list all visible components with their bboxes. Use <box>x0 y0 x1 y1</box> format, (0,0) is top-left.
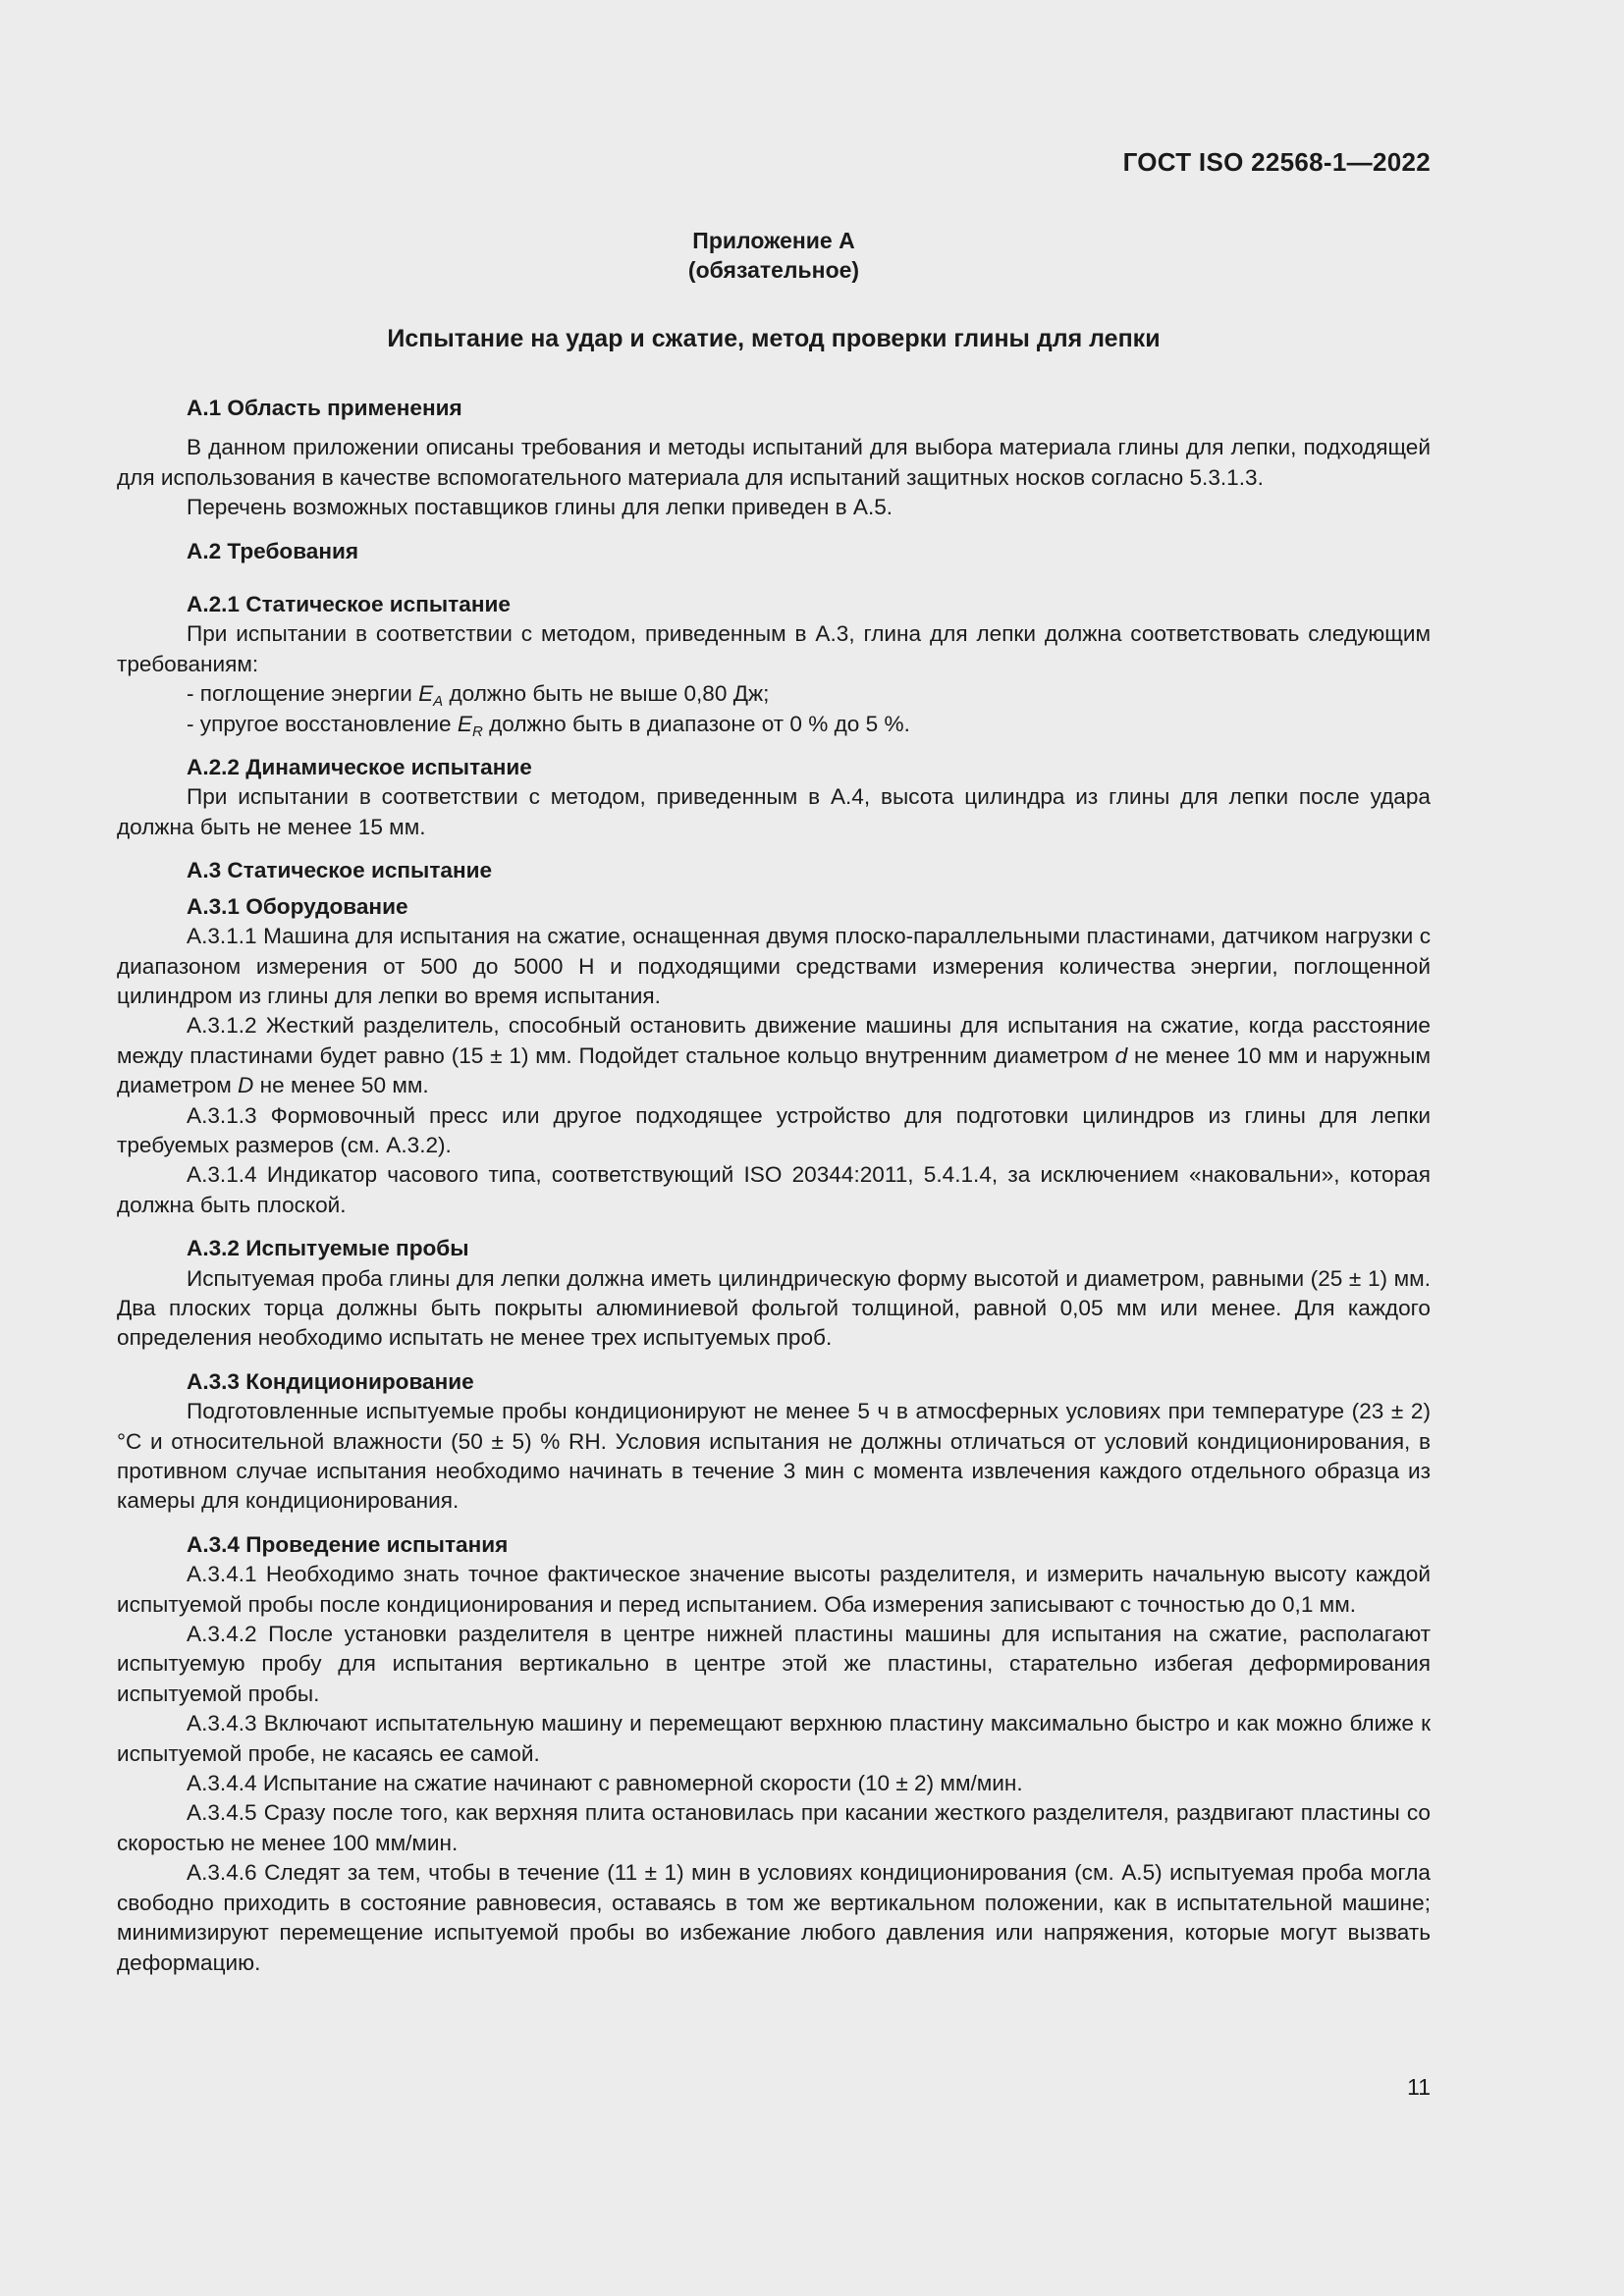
paragraph: В данном приложении описаны требования и методы испытаний для выбора материала глины для лепки, подходящей для использования в качестве вспомогательного материала для испытаний защитных носков согласно 5.3.1.3. <box>117 435 1431 490</box>
list-item: - упругое восстановление $E_R$ должно быть в диапазоне от 0 % до 5 %. <box>187 711 910 740</box>
paragraph: А.3.4.3 Включают испытательную машину и перемещают верхнюю пластину максимально быстро и как можно ближе к испытуемой пробе, не касаясь ее самой. <box>117 1711 1431 1766</box>
paragraph: А.3.4.5 Сразу после того, как верхняя плита остановилась при касании жесткого разделителя, раздвигают пластины со скоростью не менее 100 мм/мин. <box>117 1800 1431 1855</box>
document-code: ГОСТ ISO 22568-1—2022 <box>1122 147 1431 177</box>
section-heading-a3-3: А.3.3 Кондиционирование <box>187 1368 474 1394</box>
section-heading-a2-2: А.2.2 Динамическое испытание <box>187 755 532 780</box>
section-heading-a2: А.2 Требования <box>187 538 359 563</box>
section-heading-a3-4: А.3.4 Проведение испытания <box>187 1531 509 1557</box>
paragraph: А.3.1.4 Индикатор часового типа, соответствующий ISO 20344:2011, 5.4.1.4, за исключением «наковальни», которая должна быть плоской. <box>117 1162 1431 1217</box>
paragraph: Перечень возможных поставщиков глины для лепки приведен в А.5. <box>187 495 893 520</box>
paragraph: А.3.1.2 Жесткий разделитель, способный остановить движение машины для испытания на сжатие, когда расстояние между пластинами будет равно (15 ± 1) мм. Подойдет стальное кольцо внутренним диаметром d не менее 10 мм и наружным диаметром D не менее 50 мм. <box>117 1013 1431 1098</box>
page-number: 11 <box>1407 2074 1431 2100</box>
section-heading-a1: А.1 Область применения <box>187 396 462 420</box>
section-heading-a2-1: А.2.1 Статическое испытание <box>187 592 511 617</box>
section-heading-a3: А.3 Статическое испытание <box>187 858 493 883</box>
paragraph: А.3.4.1 Необходимо знать точное фактическое значение высоты разделителя, и измерить начальную высоту каждой испытуемой пробы после кондиционирования и перед испытанием. Оба измерения записывают с точностью до 0,1 мм. <box>117 1562 1431 1617</box>
paragraph: А.3.1.3 Формовочный пресс или другое подходящее устройство для подготовки цилиндров из глины для лепки требуемых размеров (см. А.3.2). <box>117 1102 1431 1157</box>
paragraph: При испытании в соответствии с методом, приведенным в А.3, глина для лепки должна соответствовать следующим требованиям: <box>117 621 1431 676</box>
section-heading-a3-1: А.3.1 Оборудование <box>187 893 408 919</box>
section-heading-a3-2: А.3.2 Испытуемые пробы <box>187 1236 469 1261</box>
list-item: - поглощение энергии $E_A$ должно быть не выше 0,80 Дж; <box>187 681 770 711</box>
annex-status: (обязательное) <box>687 257 860 283</box>
paragraph: Подготовленные испытуемые пробы кондиционируют не менее 5 ч в атмосферных условиях при температуре (23 ± 2) °С и относительной влажности (50 ± 5) % RH. Условия испытания не должны отличаться от условий кондиционирования, в противном случае испытания необходимо начинать в течение 3 мин с момента извлечения каждого отдельного образца из камеры для кондиционирования. <box>117 1399 1431 1514</box>
annex-heading: Испытание на удар и сжатие, метод проверки глины для лепки <box>387 325 1161 352</box>
annex-title: Приложение А <box>692 228 855 253</box>
paragraph: Испытуемая проба глины для лепки должна иметь цилиндрическую форму высотой и диаметром, равными (25 ± 1) мм. Два плоских торца должны быть покрыты алюминиевой фольгой толщиной, равной 0,05 мм или менее. Для каждого определения необходимо испытать не менее трех испытуемых проб. <box>117 1265 1431 1351</box>
paragraph: А.3.1.1 Машина для испытания на сжатие, оснащенная двумя плоско-параллельными пластинами, датчиком нагрузки с диапазоном измерения от 500 до 5000 Н и подходящими средствами измерения количества энергии, поглощенной цилиндром из глины для лепки во время испытания. <box>117 924 1431 1008</box>
paragraph: А.3.4.4 Испытание на сжатие начинают с равномерной скорости (10 ± 2) мм/мин. <box>187 1771 1023 1796</box>
paragraph: А.3.4.2 После установки разделителя в центре нижней пластины машины для испытания на сжатие, располагают испытуемую пробу для испытания вертикально в центре этой же пластины, старательно избегая деформирования испытуемой пробы. <box>117 1622 1431 1706</box>
paragraph: При испытании в соответствии с методом, приведенным в А.4, высота цилиндра из глины для лепки после удара должна быть не менее 15 мм. <box>117 784 1431 839</box>
paragraph: А.3.4.6 Следят за тем, чтобы в течение (11 ± 1) мин в условиях кондиционирования (см. А.5) испытуемая проба могла свободно приходить в состояние равновесия, оставаясь в том же вертикальном положении, как в испытательной машине; минимизируют перемещение испытуемой пробы во избежание любого давления или напряжения, которые могут вызвать деформацию. <box>117 1860 1431 1975</box>
page-content <box>117 226 1431 1978</box>
